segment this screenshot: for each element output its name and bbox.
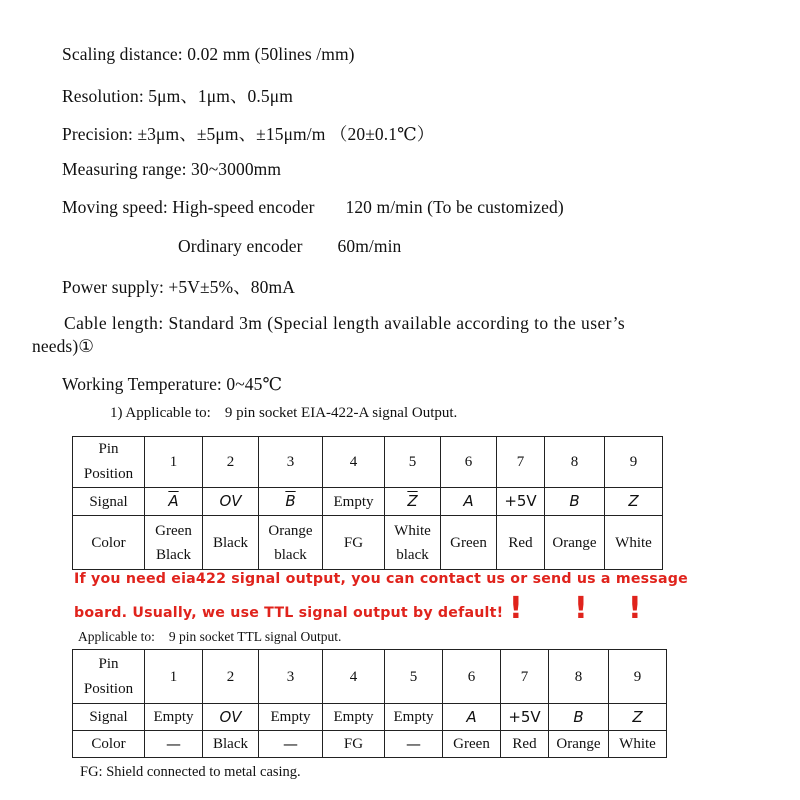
table1-color-cell: Black — [203, 516, 259, 570]
table2-signal-cell — [203, 704, 259, 731]
table1-signal-cell — [441, 488, 497, 516]
table2-color-value: — — [283, 734, 298, 753]
table2-signal-value: B — [573, 707, 584, 726]
table2-signal-cell: Empty — [385, 704, 443, 731]
table1-color-line2: Black — [156, 546, 191, 563]
table2-color-row — [73, 731, 667, 758]
eia422-pin-table — [72, 436, 663, 570]
table1-color-line1: Green — [155, 522, 192, 539]
table1-pin-cell: 5 — [385, 437, 441, 488]
table2-color-header: Color — [73, 731, 145, 758]
table2-caption-prefix: Applicable to: — [78, 629, 155, 644]
table1-signal-value: B — [569, 492, 580, 510]
table1-pin-cell: 1 — [145, 437, 203, 488]
spec-moving-speed — [62, 197, 564, 218]
table1-pin-header-line2: Position — [83, 466, 134, 482]
table2-pin-cell: 3 — [259, 650, 323, 704]
table2-color-value: — — [166, 734, 181, 753]
table2-signal-cell — [443, 704, 501, 731]
ttl-pin-table — [72, 649, 667, 758]
spec-ordinary-speed-value: 60m/min — [337, 236, 402, 256]
spec-moving-speed-label: Moving speed: High-speed encoder — [62, 197, 315, 217]
table1-pin-header-line1: Pin — [98, 441, 119, 457]
exclamation-mark: ! — [509, 591, 523, 626]
table1-color-cell — [385, 516, 441, 570]
table1-signal-value: $\overline{Z}$ — [407, 492, 418, 510]
spec-resolution: Resolution: 5μm、1μm、0.5μm — [62, 86, 293, 106]
exclamation-mark: ! — [628, 591, 642, 626]
table1-color-cell: FG — [323, 516, 385, 570]
table1-pin-cell: 6 — [441, 437, 497, 488]
table1-color-cell — [145, 516, 203, 570]
table2-signal-header: Signal — [73, 704, 145, 731]
footnote-fg: FG: Shield connected to metal casing. — [80, 764, 301, 780]
table2-color-value: — — [406, 734, 421, 753]
table1-signal-cell: Empty — [323, 488, 385, 516]
table1-signal-value: $\overline{B}$ — [285, 492, 296, 510]
spec-measuring-range: Measuring range: 30~3000mm — [62, 159, 282, 179]
table1-caption — [110, 405, 457, 422]
table2-caption — [78, 629, 341, 645]
table1-signal-value: $\overline{A}$ — [168, 492, 179, 510]
table1-signal-cell — [605, 488, 663, 516]
spec-ordinary-speed-label: Ordinary encoder — [178, 236, 303, 256]
table2-pin-cell: 1 — [145, 650, 203, 704]
table1-signal-value: +5V — [504, 492, 537, 510]
table2-color-cell: FG — [323, 731, 385, 758]
table2-color-cell: Red — [501, 731, 549, 758]
spec-cable-length-line2: needs)① — [32, 336, 95, 356]
table2-color-cell — [259, 731, 323, 758]
table2-color-cell — [385, 731, 443, 758]
table2-signal-value: +5V — [508, 707, 541, 726]
table1-pin-header — [73, 437, 145, 488]
spec-precision: Precision: ±3μm、±5μm、±15μm/m （20±0.1℃） — [62, 124, 435, 144]
table2-pin-cell: 6 — [443, 650, 501, 704]
table2-pin-header — [73, 650, 145, 704]
table2-signal-value: Z — [632, 707, 643, 726]
table2-pin-cell: 9 — [609, 650, 667, 704]
table2-caption-rest: 9 pin socket TTL signal Output. — [168, 629, 342, 644]
table1-signal-cell — [545, 488, 605, 516]
table2-pin-header-line2: Position — [83, 680, 134, 697]
table1-signal-cell — [385, 488, 441, 516]
spec-cable-length-line1: Cable length: Standard 3m (Special length available according to the user’s — [64, 313, 626, 333]
table1-color-line2: black — [396, 546, 429, 563]
table2-pin-cell: 5 — [385, 650, 443, 704]
table1-color-cell: Red — [497, 516, 545, 570]
table2-signal-value: OV — [219, 707, 242, 726]
table2-pin-row — [73, 650, 667, 704]
table2-signal-row — [73, 704, 667, 731]
table1-color-line2: black — [274, 546, 307, 563]
table1-pin-cell: 7 — [497, 437, 545, 488]
table1-signal-cell — [145, 488, 203, 516]
spec-ordinary-speed — [178, 236, 401, 257]
table2-signal-cell: Empty — [323, 704, 385, 731]
table1-pin-row — [73, 437, 663, 488]
table1-color-cell: Orange — [545, 516, 605, 570]
table2-signal-cell — [549, 704, 609, 731]
spec-power-supply: Power supply: +5V±5%、80mA — [62, 277, 295, 297]
spec-scaling-distance: Scaling distance: 0.02 mm (50lines /mm) — [62, 44, 355, 64]
table2-pin-cell: 7 — [501, 650, 549, 704]
table1-color-line1: White — [394, 522, 431, 539]
table1-pin-cell: 3 — [259, 437, 323, 488]
table2-color-cell: Black — [203, 731, 259, 758]
table1-signal-cell — [259, 488, 323, 516]
table1-signal-value: A — [463, 492, 474, 510]
table1-signal-cell — [203, 488, 259, 516]
table2-signal-cell: Empty — [259, 704, 323, 731]
table1-caption-prefix: 1) Applicable to: — [110, 405, 211, 421]
table2-pin-cell: 8 — [549, 650, 609, 704]
table2-color-cell: Orange — [549, 731, 609, 758]
table1-signal-header: Signal — [73, 488, 145, 516]
table2-signal-cell — [501, 704, 549, 731]
table1-color-cell: White — [605, 516, 663, 570]
table1-signal-cell — [497, 488, 545, 516]
table1-pin-cell: 8 — [545, 437, 605, 488]
table1-color-row — [73, 516, 663, 570]
table2-pin-cell: 4 — [323, 650, 385, 704]
table1-pin-cell: 9 — [605, 437, 663, 488]
table1-color-cell: Green — [441, 516, 497, 570]
table1-signal-row — [73, 488, 663, 516]
table2-color-cell: White — [609, 731, 667, 758]
table2-signal-cell — [609, 704, 667, 731]
table1-color-cell — [259, 516, 323, 570]
table1-color-header: Color — [73, 516, 145, 570]
notice-line2: board. Usually, we use TTL signal output by default! — [74, 605, 504, 621]
table1-signal-value: Z — [628, 492, 639, 510]
table1-pin-cell: 2 — [203, 437, 259, 488]
table2-color-cell: Green — [443, 731, 501, 758]
table2-pin-cell: 2 — [203, 650, 259, 704]
spec-moving-speed-high-value: 120 m/min (To be customized) — [345, 197, 564, 217]
table1-color-line1: Orange — [268, 522, 313, 539]
spec-working-temperature: Working Temperature: 0~45℃ — [62, 374, 283, 394]
table1-signal-value: OV — [219, 492, 242, 510]
table2-signal-cell: Empty — [145, 704, 203, 731]
table1-caption-rest: 9 pin socket EIA-422-A signal Output. — [224, 405, 458, 421]
exclamation-mark: ! — [574, 591, 588, 626]
notice-line1: If you need eia422 signal output, you can contact us or send us a message — [74, 571, 688, 587]
table2-signal-value: A — [466, 707, 477, 726]
table2-color-cell — [145, 731, 203, 758]
table2-pin-header-line1: Pin — [98, 655, 119, 672]
table1-pin-cell: 4 — [323, 437, 385, 488]
